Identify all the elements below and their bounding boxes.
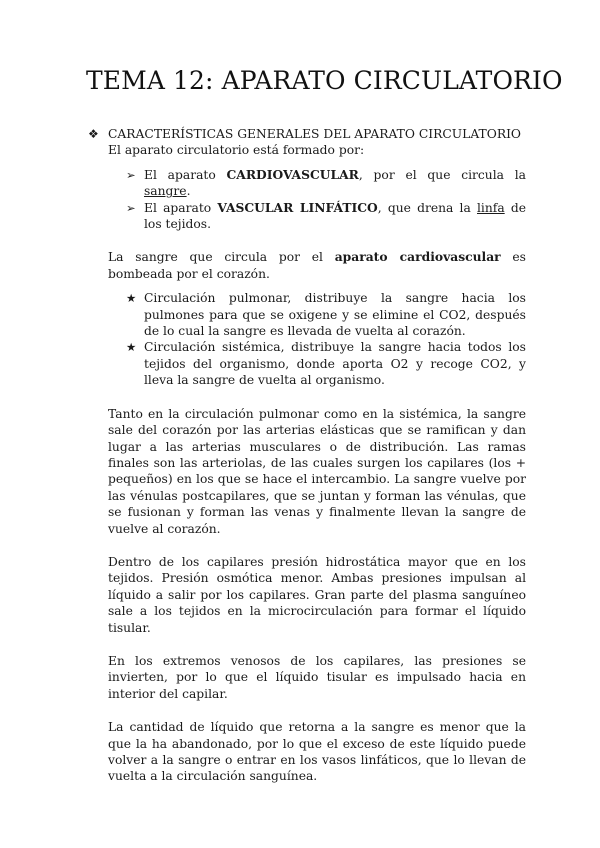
bold-term: aparato cardiovascular (334, 249, 501, 265)
page-title: TEMA 12: APARATO CIRCULATORIO (86, 66, 563, 95)
bold-term: VASCULAR LINFÁTICO (217, 199, 378, 215)
star-bullet-icon: ★ (126, 340, 137, 355)
paragraph-circulation: Tanto en la circulación pulmonar como en la sistémica, la sangre sale del corazón por las arterias elásticas que se ramifican y dan lugar a las arterias musculares o de distribución. Las ramas finales son las arteriolas, de las cuales surgen los capilares (los + pequeños) en los que se hace el intercambio. La sangre vuelve por las vénulas postcapilares, que se juntan y forman las vénulas, que se fusionan y forman las venas y finalmente llevan la sangre de vuelve al corazón. (108, 406, 526, 536)
paragraph-capillaries: Dentro de los capilares presión hidrostática mayor que en los tejidos. Presión osmótica menor. Ambas presiones impulsan al líquido a salir por los capilares. Gran parte del plasma sanguíneo sale a los tejidos en la microcirculación para formar el líquido tisular. (108, 554, 526, 635)
arrow-bullet-icon: ➢ (126, 167, 136, 182)
pumped-paragraph: La sangre que circula por el aparato cardiovascular es bombeada por el corazón. (108, 249, 526, 281)
star-bullet-icon: ★ (126, 291, 137, 306)
list-item-pulmonar: ★ Circulación pulmonar, distribuye la sangre hacia los pulmones para que se oxigene y se elimine el CO2, después de lo cual la sangre es llevada de vuelta al corazón. (126, 291, 526, 339)
list-item-linfatico: ➢ El aparato VASCULAR LINFÁTICO, que drena la linfa de los tejidos. (126, 199, 526, 232)
underlined-term: sangre (144, 184, 187, 199)
paragraph-venous-ends: En los extremos venosos de los capilares, las presiones se invierten, por lo que el líquido tisular es impulsado hacia en interior del capilar. (108, 653, 526, 701)
list-item-sistemica: ★ Circulación sistémica, distribuye la sangre hacia todos los tejidos del organismo, donde aporta O2 y recoge CO2, y lleva la sangre de vuelta al organismo. (126, 340, 526, 388)
document-body (88, 126, 526, 785)
arrow-bullet-icon: ➢ (126, 200, 136, 215)
paragraph-return: La cantidad de líquido que retorna a la sangre es menor que la que la ha abandonado, por lo que el exceso de este líquido puede volver a la sangre o entrar en los vasos linfáticos, que lo llevan de vuelta a la circulación sanguínea. (108, 720, 526, 784)
section-heading-text: CARACTERÍSTICAS GENERALES DEL APARATO CIRCULATORIO (108, 127, 522, 141)
arrow-list (108, 167, 526, 233)
section-heading (88, 126, 526, 142)
bold-term: CARDIOVASCULAR (226, 166, 359, 182)
star-list (108, 290, 526, 388)
diamond-bullet-icon: ❖ (88, 127, 99, 141)
underlined-term: linfa (477, 200, 505, 215)
intro-text: El aparato circulatorio está formado por: (108, 143, 365, 158)
list-item-cardiovascular: ➢ El aparato CARDIOVASCULAR, por el que circula la sangre. (126, 166, 526, 199)
